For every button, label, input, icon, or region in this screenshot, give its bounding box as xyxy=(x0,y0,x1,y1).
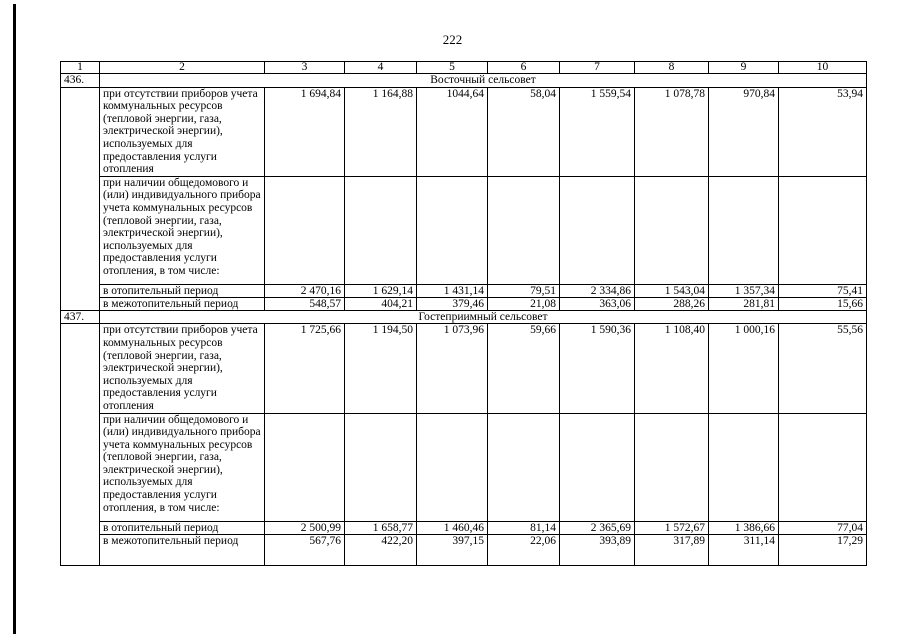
row-label: при отсутствии приборов учета коммунальных ресурсов (тепловой энергии, газа, электрической энергии), используемых для предоставления услуги отопления xyxy=(100,324,265,413)
value-cell: 1 543,04 xyxy=(635,284,709,297)
header-cell: 3 xyxy=(265,62,345,74)
value-cell xyxy=(265,413,345,521)
value-cell xyxy=(265,176,345,284)
value-cell: 1 725,66 xyxy=(265,324,345,413)
table-row xyxy=(61,297,867,310)
row-label: в межотопительный период xyxy=(100,297,265,310)
header-cell: 8 xyxy=(635,62,709,74)
value-cell: 404,21 xyxy=(345,297,417,310)
value-cell: 311,14 xyxy=(709,534,779,565)
value-cell: 1 559,54 xyxy=(560,87,635,176)
value-cell: 55,56 xyxy=(779,324,867,413)
table-row xyxy=(61,534,867,565)
value-cell: 53,94 xyxy=(779,87,867,176)
table-row xyxy=(61,87,867,176)
table-row xyxy=(61,176,867,284)
header-row xyxy=(61,62,867,74)
value-cell: 1 194,50 xyxy=(345,324,417,413)
row-label: в отопительный период xyxy=(100,521,265,534)
value-cell: 422,20 xyxy=(345,534,417,565)
value-cell: 567,76 xyxy=(265,534,345,565)
value-cell xyxy=(709,176,779,284)
table-row xyxy=(61,413,867,521)
header-cell: 10 xyxy=(779,62,867,74)
value-cell: 281,81 xyxy=(709,297,779,310)
value-cell: 288,26 xyxy=(635,297,709,310)
table-row xyxy=(61,284,867,297)
value-cell: 1 431,14 xyxy=(417,284,488,297)
value-cell xyxy=(779,413,867,521)
header-cell: 7 xyxy=(560,62,635,74)
value-cell: 397,15 xyxy=(417,534,488,565)
value-cell: 1 572,67 xyxy=(635,521,709,534)
page-left-border xyxy=(13,4,16,634)
header-cell: 6 xyxy=(488,62,560,74)
table-row xyxy=(61,521,867,534)
value-cell: 317,89 xyxy=(635,534,709,565)
value-cell xyxy=(345,413,417,521)
header-cell: 9 xyxy=(709,62,779,74)
empty-index-cell xyxy=(61,87,100,310)
value-cell: 1 629,14 xyxy=(345,284,417,297)
value-cell: 2 334,86 xyxy=(560,284,635,297)
row-label: в отопительный период xyxy=(100,284,265,297)
row-label: в межотопительный период xyxy=(100,534,265,565)
page-number: 222 xyxy=(442,32,463,47)
section-index: 436. xyxy=(61,74,100,88)
value-cell: 1 694,84 xyxy=(265,87,345,176)
row-label: при наличии общедомового и (или) индивидуального прибора учета коммунальных ресурсов (тепловой энергии, газа, электрической энергии), используемых для предоставления услуги отопления, в том числе: xyxy=(100,413,265,521)
value-cell: 58,04 xyxy=(488,87,560,176)
value-cell: 17,29 xyxy=(779,534,867,565)
value-cell xyxy=(417,176,488,284)
value-cell: 1 460,46 xyxy=(417,521,488,534)
value-cell xyxy=(635,176,709,284)
value-cell: 21,08 xyxy=(488,297,560,310)
section-title: Гостеприимный сельсовет xyxy=(100,310,867,324)
value-cell xyxy=(709,413,779,521)
value-cell: 1 164,88 xyxy=(345,87,417,176)
value-cell: 81,14 xyxy=(488,521,560,534)
section-title: Восточный сельсовет xyxy=(100,74,867,88)
empty-index-cell xyxy=(61,324,100,565)
value-cell: 79,51 xyxy=(488,284,560,297)
value-cell: 77,04 xyxy=(779,521,867,534)
value-cell: 15,66 xyxy=(779,297,867,310)
value-cell xyxy=(488,413,560,521)
tariff-table xyxy=(60,61,867,566)
value-cell: 1044,64 xyxy=(417,87,488,176)
value-cell: 22,06 xyxy=(488,534,560,565)
value-cell xyxy=(560,413,635,521)
value-cell xyxy=(488,176,560,284)
value-cell: 379,46 xyxy=(417,297,488,310)
row-label: при наличии общедомового и (или) индивидуального прибора учета коммунальных ресурсов (тепловой энергии, газа, электрической энергии), используемых для предоставления услуги отопления, в том числе: xyxy=(100,176,265,284)
value-cell: 363,06 xyxy=(560,297,635,310)
value-cell: 75,41 xyxy=(779,284,867,297)
value-cell: 2 470,16 xyxy=(265,284,345,297)
header-cell: 2 xyxy=(100,62,265,74)
value-cell: 1 108,40 xyxy=(635,324,709,413)
value-cell: 970,84 xyxy=(709,87,779,176)
value-cell: 393,89 xyxy=(560,534,635,565)
value-cell xyxy=(417,413,488,521)
value-cell: 59,66 xyxy=(488,324,560,413)
value-cell: 2 500,99 xyxy=(265,521,345,534)
value-cell: 1 590,36 xyxy=(560,324,635,413)
value-cell xyxy=(779,176,867,284)
value-cell: 2 365,69 xyxy=(560,521,635,534)
section-title-row xyxy=(61,74,867,88)
table-row xyxy=(61,324,867,413)
section-index: 437. xyxy=(61,310,100,324)
value-cell: 1 386,66 xyxy=(709,521,779,534)
value-cell xyxy=(635,413,709,521)
header-cell: 4 xyxy=(345,62,417,74)
header-cell: 1 xyxy=(61,62,100,74)
value-cell xyxy=(345,176,417,284)
section-title-row xyxy=(61,310,867,324)
value-cell: 548,57 xyxy=(265,297,345,310)
row-label: при отсутствии приборов учета коммунальных ресурсов (тепловой энергии, газа, электрической энергии), используемых для предоставления услуги отопления xyxy=(100,87,265,176)
value-cell xyxy=(560,176,635,284)
value-cell: 1 073,96 xyxy=(417,324,488,413)
value-cell: 1 658,77 xyxy=(345,521,417,534)
header-cell: 5 xyxy=(417,62,488,74)
value-cell: 1 357,34 xyxy=(709,284,779,297)
value-cell: 1 078,78 xyxy=(635,87,709,176)
value-cell: 1 000,16 xyxy=(709,324,779,413)
